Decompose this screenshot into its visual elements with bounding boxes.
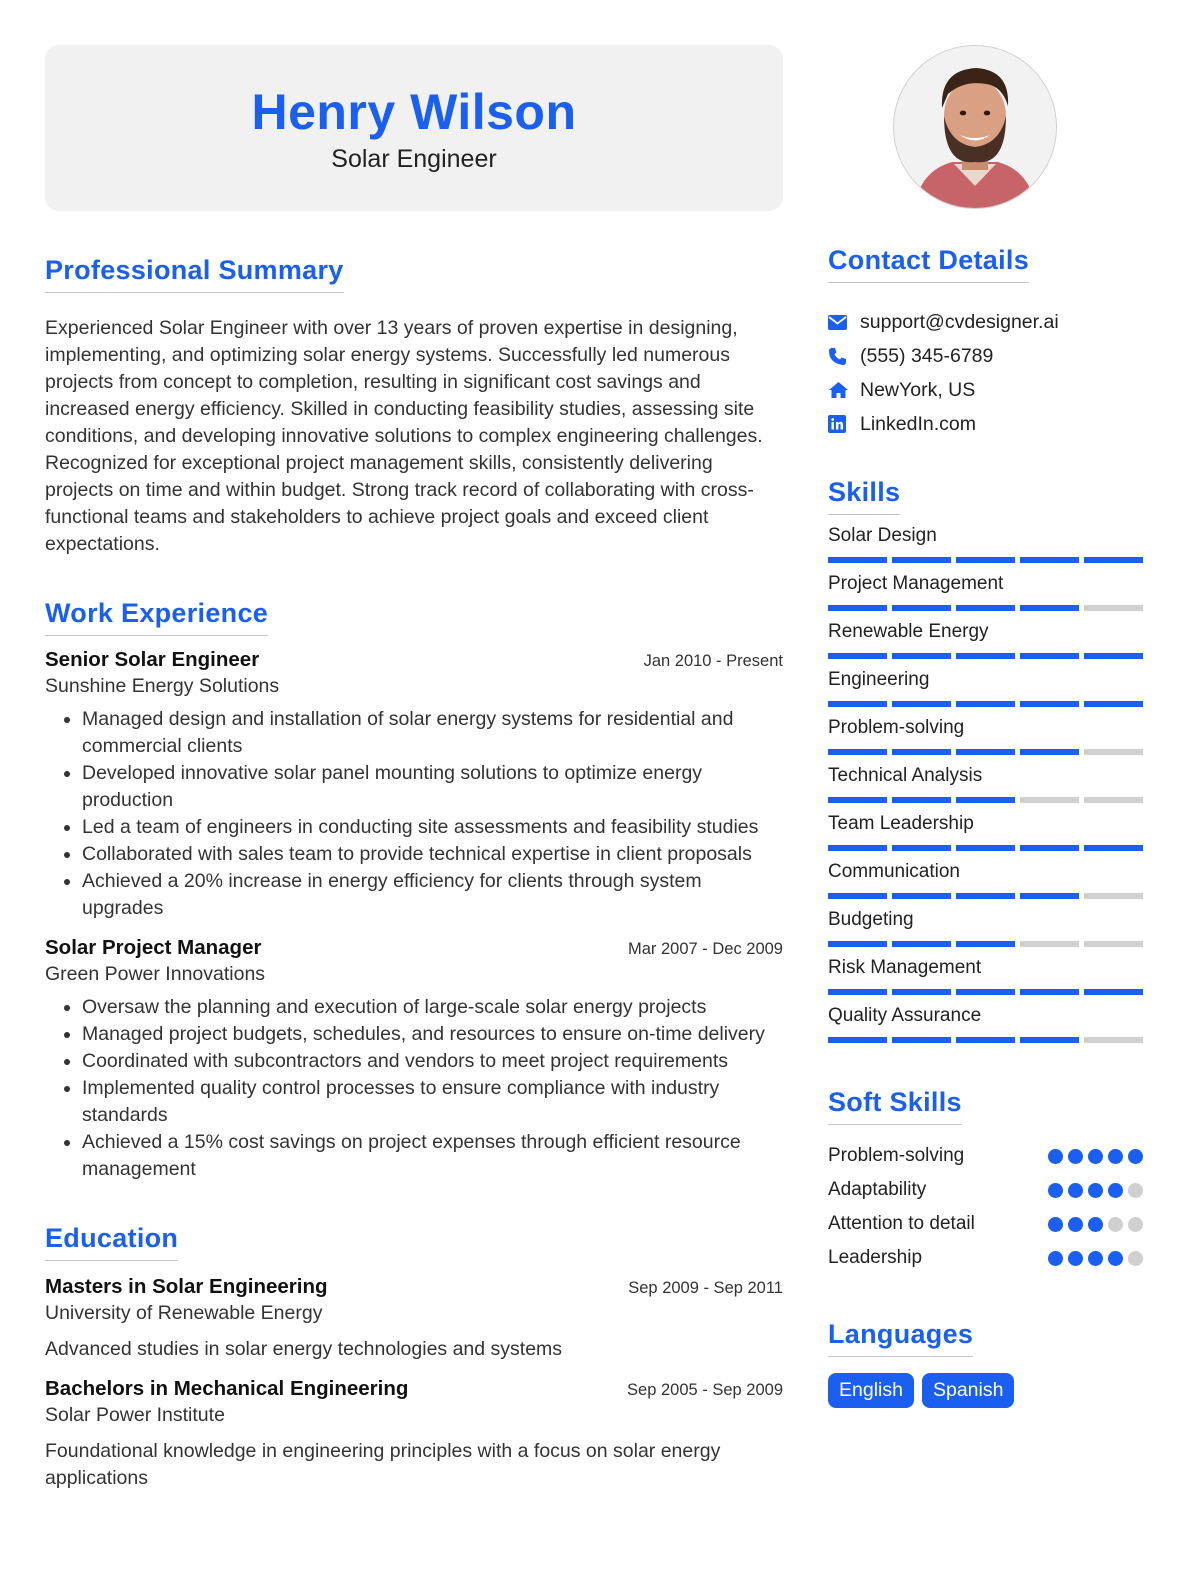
language-tag: Spanish [922,1373,1014,1408]
skill-level-segment [956,557,1015,563]
rating-dot [1128,1217,1143,1232]
job-title: Senior Solar Engineer [45,648,260,671]
skill-level-segment [828,1037,887,1043]
skill-name: Project Management [828,573,1004,594]
skill-item [828,957,1143,995]
job-bullet: • Achieved a 20% increase in energy efficiency for clients through system upgrades [82,868,783,922]
skill-level-bar [828,989,1143,995]
contact-linkedin[interactable] [828,407,1143,441]
skill-level-segment [892,749,951,755]
skill-level-segment [1084,845,1143,851]
contact-list [828,305,1143,441]
skill-level-segment [956,1037,1015,1043]
soft-skill-name: Attention to detail [828,1213,975,1234]
email-text: support@cvdesigner.ai [860,310,1059,333]
skill-level-segment [892,797,951,803]
soft-skill-item [828,1139,1143,1173]
rating-dot [1048,1149,1063,1164]
skill-item [828,669,1143,707]
skill-item [828,525,1143,563]
skill-item [828,717,1143,755]
soft-skill-name: Adaptability [828,1179,927,1200]
education-entry [45,1275,783,1363]
job-entry [45,648,783,922]
skill-item [828,813,1143,851]
language-tag: English [828,1373,914,1408]
linkedin-text: LinkedIn.com [860,412,976,435]
rating-dot [1128,1251,1143,1266]
home-icon [828,381,860,399]
candidate-role: Solar Engineer [331,145,497,173]
skill-level-segment [1084,557,1143,563]
rating-dot [1128,1183,1143,1198]
education-description: Foundational knowledge in engineering principles with a focus on solar energy applications [45,1440,721,1489]
soft-skill-name: Problem-solving [828,1145,965,1166]
soft-skill-rating [1048,1183,1143,1198]
skill-level-segment [828,845,887,851]
rating-dot [1048,1217,1063,1232]
phone-text: (555) 345-6789 [860,344,994,367]
education-date: Sep 2005 - Sep 2009 [627,1381,783,1399]
job-bullets [45,706,783,922]
skill-level-bar [828,653,1143,659]
soft-skill-rating [1048,1251,1143,1266]
soft-skill-item [828,1207,1143,1241]
skill-level-bar [828,941,1143,947]
job-company: Green Power Innovations [45,963,266,985]
skill-level-segment [1084,893,1143,899]
education-description: Advanced studies in solar energy technologies and systems [45,1338,563,1360]
soft-skill-item [828,1173,1143,1207]
rating-dot [1068,1217,1083,1232]
skill-level-segment [1020,605,1079,611]
skill-level-segment [892,845,951,851]
skill-item [828,861,1143,899]
rating-dot [1068,1183,1083,1198]
skill-level-segment [828,749,887,755]
skill-name: Renewable Energy [828,621,989,642]
skill-level-segment [1020,1037,1079,1043]
skill-name: Risk Management [828,957,982,978]
skill-level-segment [956,845,1015,851]
skill-level-bar [828,701,1143,707]
rating-dot [1108,1217,1123,1232]
job-bullets [45,994,783,1183]
language-tags [828,1373,1143,1408]
skill-level-segment [1020,653,1079,659]
profile-photo [893,45,1057,209]
job-date: Mar 2007 - Dec 2009 [627,940,783,958]
skill-level-segment [1084,1037,1143,1043]
skills-section [828,477,1143,1043]
skill-level-segment [1020,701,1079,707]
skill-level-segment [828,605,887,611]
skill-level-segment [892,605,951,611]
soft-skill-rating [1048,1217,1143,1232]
rating-dot [1068,1149,1083,1164]
school-name: Solar Power Institute [45,1404,225,1426]
skill-level-segment [1084,749,1143,755]
contact-phone[interactable] [828,339,1143,373]
skill-level-segment [828,701,887,707]
job-entry [45,936,783,1183]
job-title: Solar Project Manager [45,936,262,959]
rating-dot [1088,1149,1103,1164]
rating-dot [1108,1251,1123,1266]
skill-level-segment [828,653,887,659]
linkedin-icon [828,415,860,433]
skill-level-segment [1020,845,1079,851]
job-bullet: • Coordinated with subcontractors and vendors to meet project requirements [82,1048,783,1075]
skill-level-bar [828,797,1143,803]
languages-section [828,1319,1143,1408]
contact-heading: Contact Details [828,245,1029,283]
job-bullet: • Implemented quality control processes to ensure compliance with industry standards [82,1075,783,1129]
contact-email[interactable] [828,305,1143,339]
education-section [45,1223,783,1492]
job-date: Jan 2010 - Present [643,652,783,670]
rating-dot [1108,1149,1123,1164]
portrait-image [894,46,1056,208]
skill-level-bar [828,893,1143,899]
education-entry [45,1377,783,1492]
skill-level-segment [828,557,887,563]
rating-dot [1048,1183,1063,1198]
skill-level-segment [1020,941,1079,947]
skill-item [828,765,1143,803]
header-card [45,45,783,211]
soft-skill-item [828,1241,1143,1275]
job-bullet: • Oversaw the planning and execution of large-scale solar energy projects [82,994,783,1021]
skill-level-segment [1020,749,1079,755]
skill-level-segment [828,989,887,995]
skill-level-segment [956,893,1015,899]
degree-title: Masters in Solar Engineering [45,1275,328,1298]
skill-level-segment [956,653,1015,659]
skill-level-segment [828,797,887,803]
skills-heading: Skills [828,477,900,515]
skill-level-segment [1084,701,1143,707]
rating-dot [1128,1149,1143,1164]
skill-name: Quality Assurance [828,1005,982,1026]
skill-name: Team Leadership [828,813,974,834]
skill-level-segment [892,1037,951,1043]
skill-item [828,1005,1143,1043]
candidate-name: Henry Wilson [251,84,577,140]
languages-heading: Languages [828,1319,973,1357]
skill-level-segment [1020,893,1079,899]
degree-title: Bachelors in Mechanical Engineering [45,1377,409,1400]
skill-name: Engineering [828,669,930,690]
skill-item [828,621,1143,659]
skill-item [828,909,1143,947]
skill-level-bar [828,749,1143,755]
skill-level-segment [828,941,887,947]
skill-level-segment [1020,797,1079,803]
skill-level-segment [1084,605,1143,611]
contact-location [828,373,1143,407]
experience-heading: Work Experience [45,598,268,636]
skill-level-segment [892,557,951,563]
skill-name: Technical Analysis [828,765,983,786]
skill-level-segment [892,653,951,659]
skill-level-segment [1084,941,1143,947]
skill-level-segment [1084,989,1143,995]
job-company: Sunshine Energy Solutions [45,675,280,697]
job-bullet: • Achieved a 15% cost savings on project expenses through efficient resource management [82,1129,783,1183]
summary-text: Experienced Solar Engineer with over 13 years of proven expertise in designing, implementing, and optimizing solar energy systems. Successfully led numerous projects from concept to completion, resulting in significant cost savings and increased energy efficiency. Skilled in conducting feasibility studies, assessing site conditions, and developing innovative solutions to complex engineering challenges. Recognized for exceptional project management skills, consistently delivering projects on time and within budget. Strong track record of collaborating with cross-functional teams and stakeholders to achieve project goals and exceed client expectations. [45,317,763,555]
skill-item [828,573,1143,611]
school-name: University of Renewable Energy [45,1302,323,1324]
rating-dot [1108,1183,1123,1198]
skill-level-segment [1084,653,1143,659]
rating-dot [1048,1251,1063,1266]
skill-name: Budgeting [828,909,914,930]
skill-level-segment [1084,797,1143,803]
summary-heading: Professional Summary [45,255,344,293]
location-text: NewYork, US [860,378,976,401]
sidebar-column [828,245,1143,1408]
rating-dot [1088,1251,1103,1266]
envelope-icon [828,315,860,330]
skill-level-segment [956,749,1015,755]
phone-icon [828,347,860,366]
job-bullet: • Collaborated with sales team to provide technical expertise in client proposals [82,841,783,868]
job-bullet: • Developed innovative solar panel mounting solutions to optimize energy production [82,760,783,814]
soft-skills-list [828,1139,1143,1275]
skill-level-segment [892,989,951,995]
main-column [45,255,783,1492]
skill-level-segment [956,989,1015,995]
skill-level-segment [828,893,887,899]
skill-level-segment [892,893,951,899]
skill-level-bar [828,1037,1143,1043]
rating-dot [1088,1183,1103,1198]
skill-name: Problem-solving [828,717,965,738]
job-bullet: • Managed design and installation of solar energy systems for residential and commercial clients [82,706,783,760]
skill-level-segment [956,797,1015,803]
soft-skills-section [828,1087,1143,1275]
rating-dot [1088,1217,1103,1232]
skill-level-bar [828,845,1143,851]
job-bullet: • Led a team of engineers in conducting site assessments and feasibility studies [82,814,783,841]
skills-list [828,525,1143,1043]
skill-level-segment [956,605,1015,611]
education-heading: Education [45,1223,178,1261]
skill-name: Solar Design [828,525,937,546]
soft-skill-name: Leadership [828,1247,923,1268]
rating-dot [1068,1251,1083,1266]
soft-skills-heading: Soft Skills [828,1087,962,1125]
skill-level-segment [892,941,951,947]
experience-section [45,598,783,1183]
skill-level-segment [956,701,1015,707]
skill-level-bar [828,557,1143,563]
skill-level-segment [892,701,951,707]
soft-skill-rating [1048,1149,1143,1164]
education-date: Sep 2009 - Sep 2011 [628,1279,783,1297]
skill-level-bar [828,605,1143,611]
skill-name: Communication [828,861,960,882]
skill-level-segment [956,941,1015,947]
job-bullet: • Managed project budgets, schedules, and resources to ensure on-time delivery [82,1021,783,1048]
skill-level-segment [1020,557,1079,563]
skill-level-segment [1020,989,1079,995]
